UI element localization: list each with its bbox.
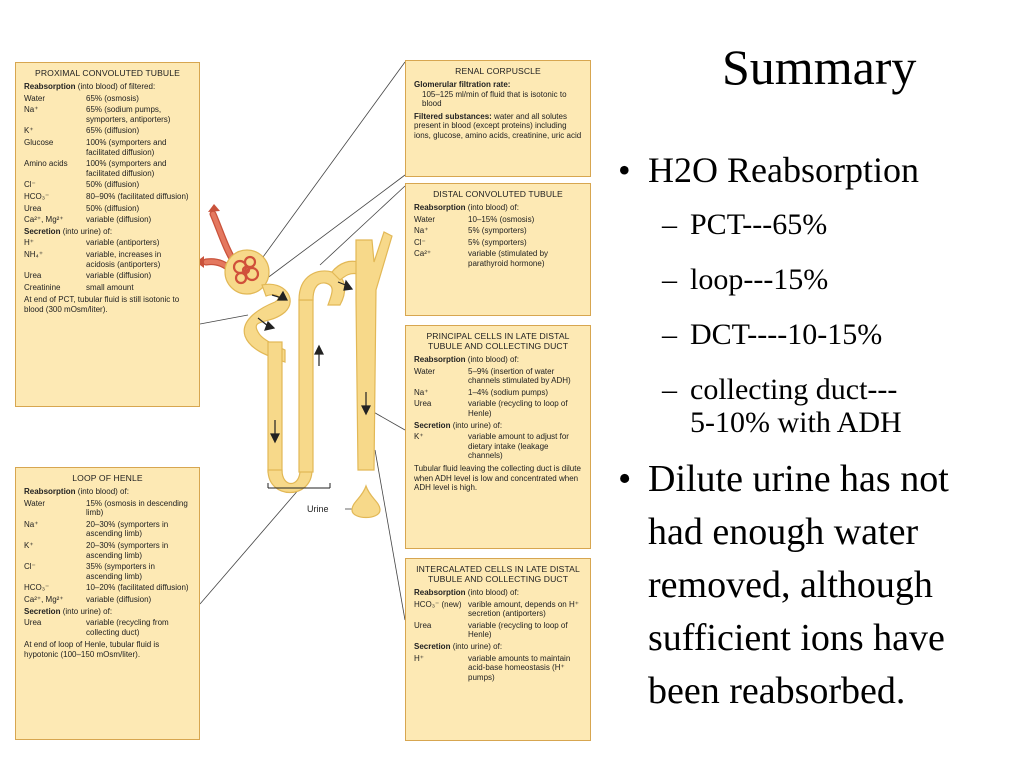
arrow-icon xyxy=(344,281,352,290)
list-item: H⁺ variable amounts to maintain acid-base homeostasis (H⁺ pumps) xyxy=(414,653,571,682)
list-item: Na⁺ 1–4% (sodium pumps) xyxy=(414,387,549,397)
tubule xyxy=(225,232,392,518)
bullet-list xyxy=(612,150,1020,718)
dash-icon: – xyxy=(662,208,677,241)
list-item: Ca²⁺ variable (stimulated by parathyroid hormone) xyxy=(414,249,549,268)
bullet-item: • H2O Reabsorption xyxy=(618,150,919,190)
loop-of-henle-panel xyxy=(15,467,200,740)
list-item: HCO₃⁻ (new) varible amount, depends on H⁺ secretion (antiporters) xyxy=(414,599,579,619)
secretion-heading: Secretion (into urine) of: xyxy=(24,226,113,236)
list-item: Urea variable (diffusion) xyxy=(24,271,152,281)
bullet-item: • Dilute urine has not had enough water removed, although sufficient ions have been reabsorbed. xyxy=(612,453,1020,718)
arrow-icon xyxy=(315,346,323,354)
ascending-limb xyxy=(299,300,313,472)
list-item: Cl⁻ 50% (diffusion) xyxy=(24,180,140,190)
list-item: Creatinine small amount xyxy=(24,282,134,292)
arrow-icon xyxy=(265,322,274,330)
vessel-arrow-icon xyxy=(208,204,220,212)
panel-title: PROXIMAL CONVOLUTED TUBULE xyxy=(35,68,180,78)
panel-title: DISTAL CONVOLUTED TUBULE xyxy=(433,189,563,199)
reabsorption-heading: Reabsorption (into blood) of: xyxy=(24,487,129,496)
leader-line xyxy=(200,488,300,604)
distal-convoluted-tubule-panel xyxy=(405,183,591,316)
bullet-dot-icon: • xyxy=(618,458,632,500)
secretion-heading: Secretion (into urine) of: xyxy=(414,420,503,430)
leader-line xyxy=(375,450,405,620)
secretion-list xyxy=(24,618,191,637)
dash-icon: – xyxy=(662,263,677,296)
reabsorption-list xyxy=(24,499,191,605)
list-item: K⁺ variable amount to adjust for dietary intake (leakage channels) xyxy=(414,432,569,461)
sub-bullet-item: – DCT----10-15% xyxy=(662,318,883,351)
reabsorption-list xyxy=(24,94,191,225)
list-item: K⁺ 65% (diffusion) xyxy=(24,126,140,136)
urine-drop xyxy=(352,486,380,518)
list-item: H⁺ variable (antiporters) xyxy=(24,238,160,248)
urine-label: Urine xyxy=(307,504,329,514)
list-item: Urea 50% (diffusion) xyxy=(24,203,140,213)
panel-note: Tubular fluid leaving the collecting duct is dilute when ADH level is low and concentrated when ADH level is high. xyxy=(414,463,581,493)
list-item: Na⁺ 5% (symporters) xyxy=(414,226,527,236)
reabsorption-heading: Reabsorption (into blood) of: xyxy=(414,355,519,364)
filtered-substances-text: Filtered substances: water and all solutes present in blood (except proteins) including ions, glucose, amino acids, creatinine, uric acid xyxy=(414,111,582,140)
proximal-convoluted-tubule-panel xyxy=(15,62,200,407)
bullet-dot-icon: • xyxy=(618,150,631,190)
secretion-list xyxy=(414,654,582,683)
list-item: Water 5–9% (insertion of water channels stimulated by ADH) xyxy=(414,366,571,386)
dash-icon: – xyxy=(662,373,677,406)
reabsorption-heading: Reabsorption (into blood) of: xyxy=(414,203,519,212)
list-item: HCO₃⁻ 80–90% (facilitated diffusion) xyxy=(24,191,189,201)
secretion-heading: Secretion (into urine) of: xyxy=(24,606,113,616)
principal-cells-panel xyxy=(405,325,591,549)
list-item: Urea variable (recycling to loop of Henle) xyxy=(414,399,568,418)
collecting-duct xyxy=(356,232,392,470)
reabsorption-heading: Reabsorption (into blood) of: xyxy=(414,588,519,597)
dash-icon: – xyxy=(662,318,677,351)
reabsorption-list xyxy=(414,367,582,419)
secretion-list xyxy=(414,432,582,461)
reabsorption-list xyxy=(414,215,582,269)
secretion-heading: Secretion (into urine) of: xyxy=(414,641,503,651)
intercalated-cells-panel xyxy=(405,558,591,741)
panel-title: PRINCIPAL CELLS IN LATE DISTAL TUBULE AND COLLECTING DUCT xyxy=(426,331,570,351)
list-item: HCO₃⁻ 10–20% (facilitated diffusion) xyxy=(24,583,189,593)
list-item: Amino acids 100% (symporters and facilitated diffusion) xyxy=(24,159,167,178)
list-item: Cl⁻ 35% (symporters in ascending limb) xyxy=(24,562,155,581)
leader-line xyxy=(200,315,248,324)
panel-title: INTERCALATED CELLS IN LATE DISTAL TUBULE AND COLLECTING DUCT xyxy=(416,564,580,584)
panel-title: RENAL CORPUSCLE xyxy=(455,66,541,76)
sub-bullet-item: – PCT---65% xyxy=(662,208,828,241)
renal-corpuscle-panel xyxy=(405,60,591,177)
list-item: Cl⁻ 5% (symporters) xyxy=(414,237,527,247)
list-item: Na⁺ 20–30% (symporters in ascending limb) xyxy=(24,519,169,539)
slide-title: Summary xyxy=(722,39,917,95)
list-item: K⁺ 20–30% (symporters in ascending limb) xyxy=(24,540,169,560)
descending-limb xyxy=(268,342,282,472)
sub-bullet-item: – loop---15% xyxy=(662,263,829,296)
list-item: Water 10–15% (osmosis) xyxy=(414,214,535,224)
secretion-list xyxy=(24,238,191,292)
reabsorption-list xyxy=(414,600,582,640)
list-item: NH₄⁺ variable, increases in acidosis (antiporters) xyxy=(24,249,162,269)
list-item: Ca²⁺, Mg²⁺ variable (diffusion) xyxy=(24,594,152,604)
loop-bottom xyxy=(268,470,312,493)
panel-title: LOOP OF HENLE xyxy=(72,473,143,483)
list-item: Water 65% (osmosis) xyxy=(24,93,139,103)
list-item: Water 15% (osmosis in descending limb) xyxy=(24,498,188,518)
sub-bullet-item: – collecting duct--- 5-10% with ADH xyxy=(662,373,902,439)
list-item: Urea variable (recycling to loop of Henle) xyxy=(414,620,568,640)
leader-line xyxy=(370,410,405,430)
reabsorption-heading: Reabsorption (into blood) of filtered: xyxy=(24,82,156,91)
panel-note: At end of PCT, tubular fluid is still isotonic to blood (300 mOsm/liter). xyxy=(24,295,180,314)
list-item: Glucose 100% (symporters and facilitated diffusion) xyxy=(24,137,167,157)
panel-note: At end of loop of Henle, tubular fluid is hypotonic (100–150 mOsm/liter). xyxy=(24,640,160,659)
list-item: Ca²⁺, Mg²⁺ variable (diffusion) xyxy=(24,215,152,225)
list-item: Urea variable (recycling from collecting duct) xyxy=(24,618,169,637)
gfr-text: Glomerular filtration rate: 105–125 ml/min of fluid that is isotonic to blood xyxy=(414,80,567,109)
list-item: Na⁺ 65% (sodium pumps, symporters, antiporters) xyxy=(24,105,171,124)
